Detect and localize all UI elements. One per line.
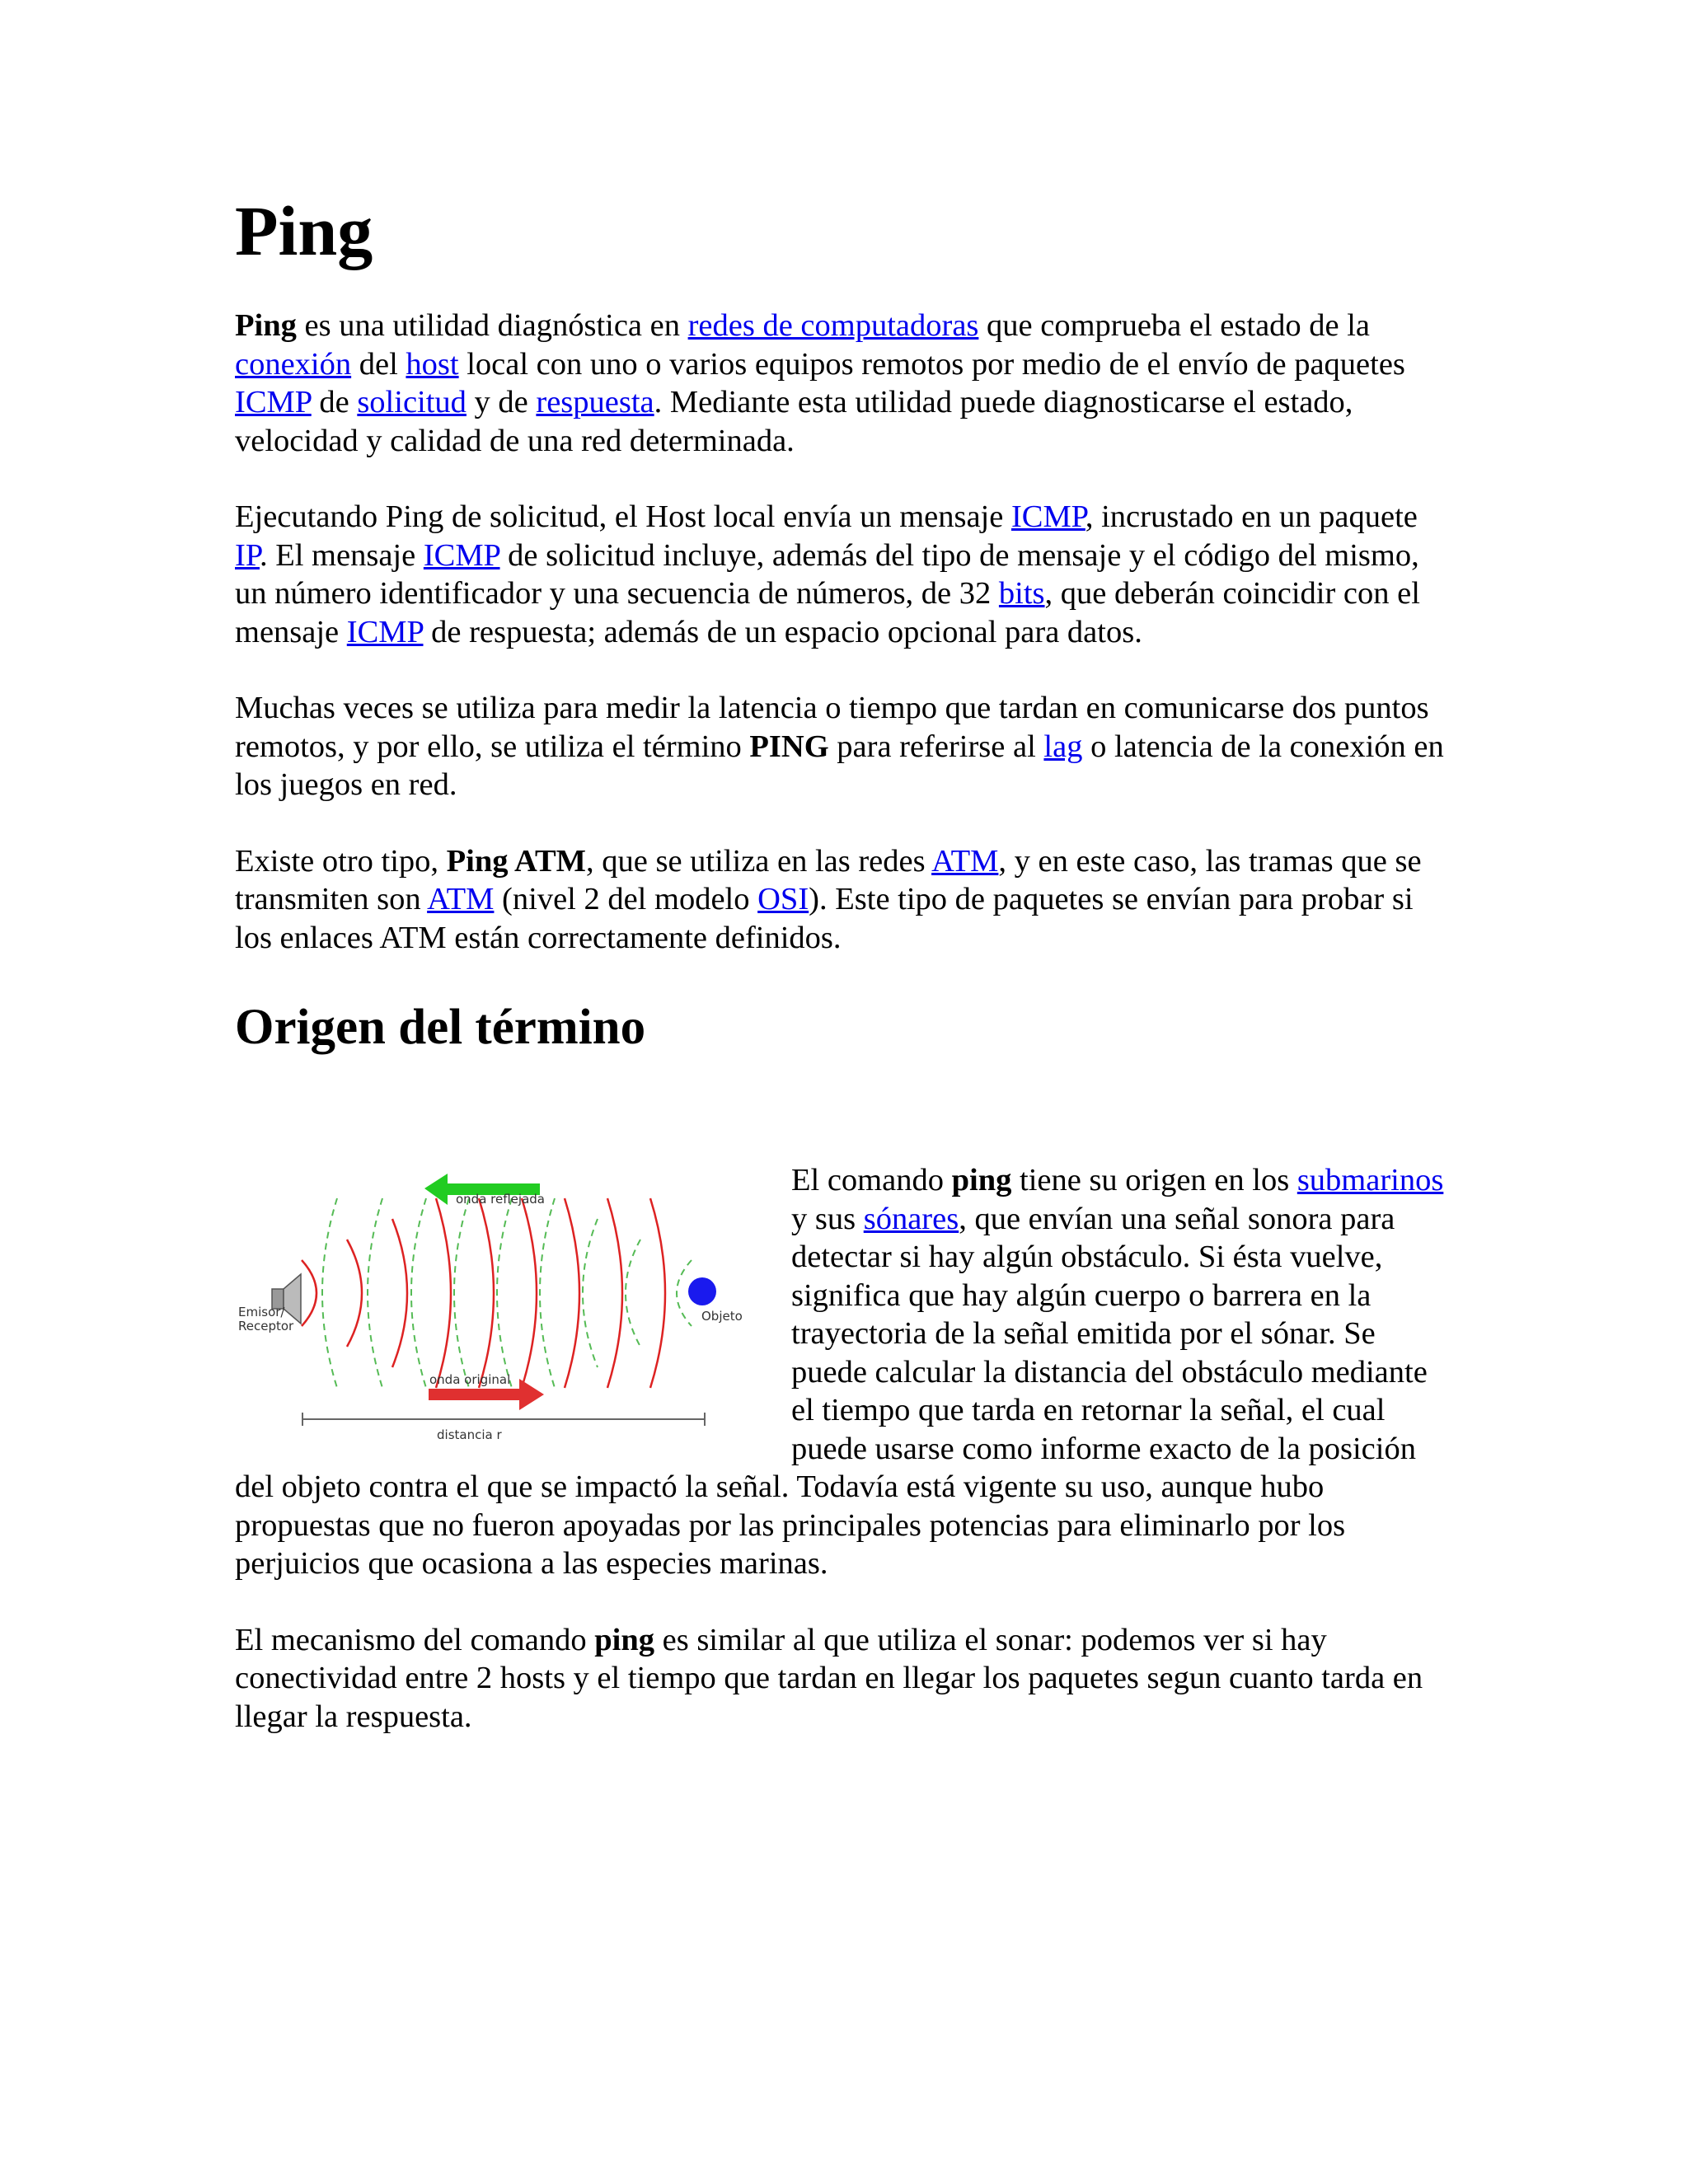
link-lag[interactable]: lag	[1043, 729, 1083, 764]
reflected-wave-arc	[497, 1198, 512, 1388]
outgoing-wave-arc	[607, 1198, 622, 1388]
reflected-wave-arc	[368, 1198, 382, 1388]
bold-term: ping	[951, 1163, 1012, 1197]
outgoing-wave-arc	[522, 1198, 537, 1388]
reflected-wave-arc	[454, 1198, 469, 1388]
outgoing-wave-arc	[347, 1240, 362, 1347]
bold-term: PING	[749, 729, 829, 764]
object-label: Objeto	[701, 1309, 743, 1324]
paragraph-latency: Muchas veces se utiliza para medir la latencia o tiempo que tardan en comunicarse dos puntos remotos, y por ello, se utiliza el término PING para referirse al lag o latencia de la conexión en los juegos en red.	[235, 691, 1444, 802]
link-bits[interactable]: bits	[998, 576, 1045, 611]
link-sonares[interactable]: sónares	[863, 1201, 959, 1236]
link-icmp[interactable]: ICMP	[423, 537, 500, 573]
paragraph-mechanism: El mecanismo del comando ping es similar al que utiliza el sonar: podemos ver si hay conectividad entre 2 hosts y el tiempo que tardan en llegar los paquetes segun cuanto tarda en llegar la respuesta.	[235, 1622, 1423, 1734]
reflected-wave-arc	[583, 1219, 598, 1367]
green-wave-group	[322, 1198, 692, 1388]
outgoing-wave-arc	[436, 1198, 451, 1388]
object-circle	[688, 1277, 716, 1305]
link-icmp[interactable]: ICMP	[235, 385, 312, 419]
sonar-svg	[235, 1165, 762, 1446]
link-icmp[interactable]: ICMP	[346, 614, 424, 649]
distance-line	[302, 1413, 705, 1426]
outgoing-wave-arc	[565, 1198, 579, 1388]
reflected-wave-arc	[322, 1198, 337, 1388]
section-heading: Origen del término	[235, 1000, 646, 1055]
red-wave-group	[302, 1198, 665, 1388]
outgoing-wave-arc	[650, 1198, 665, 1388]
bold-term: Ping	[235, 308, 297, 343]
link-respuesta[interactable]: respuesta	[536, 385, 654, 419]
document-page	[235, 190, 1455, 1774]
link-atm[interactable]: ATM	[931, 843, 999, 879]
link-icmp[interactable]: ICMP	[1010, 499, 1085, 534]
reflected-wave-arc	[626, 1240, 640, 1347]
page-title: Ping	[235, 191, 373, 270]
original-wave-label: onda original	[429, 1372, 511, 1387]
reflected-wave-arc	[540, 1198, 555, 1388]
paragraph-icmp: Ejecutando Ping de solicitud, el Host local envía un mensaje ICMP, incrustado en un paquete IP. El mensaje ICMP de solicitud incluye, además del tipo de mensaje y el código del mismo, un número identificador y una secuencia de números, de 32 bits, que deberán coincidir con el mensaje ICMP de respuesta; además de un espacio opcional para datos.	[235, 499, 1420, 649]
paragraph-origin: El comando ping tiene su origen en los submarinos y sus sónares, que envían una señal sonora para detectar si hay algún obstáculo. Si ésta vuelve, significa que hay algún cuerpo o barrera en la trayectoria de la señal emitida por el sónar. Se puede calcular la distancia del obstáculo mediante el tiempo que tarda en retornar la señal, el cual puede usarse como informe exacto de la posición del objeto contra el que se impactó la señal. Todavía está vigente su uso, aunque hubo propuestas que no fueron apoyadas por las principales potencias para eliminarlo por los perjuicios que ocasiona a las especies marinas.	[235, 1163, 1444, 1581]
distance-label: distancia r	[437, 1427, 502, 1442]
link-conexion[interactable]: conexión	[235, 346, 352, 382]
outgoing-wave-arc	[392, 1219, 407, 1367]
link-solicitud[interactable]: solicitud	[357, 385, 467, 419]
link-atm[interactable]: ATM	[427, 882, 495, 916]
outgoing-wave-arc	[302, 1260, 316, 1326]
emitter-label-line2: Receptor	[238, 1319, 294, 1333]
link-ip[interactable]: IP	[235, 537, 260, 573]
link-osi[interactable]: OSI	[757, 882, 809, 916]
link-redes-de-computadoras[interactable]: redes de computadoras	[687, 308, 979, 343]
link-submarinos[interactable]: submarinos	[1296, 1163, 1444, 1197]
sonar-diagram	[235, 1165, 762, 1446]
bold-term: Ping ATM	[446, 843, 586, 879]
origin-section	[235, 1161, 1455, 1736]
paragraph-atm: Existe otro tipo, Ping ATM, que se utiliza en las redes ATM, y en este caso, las tramas que se transmiten son ATM (nivel 2 del modelo OSI). Este tipo de paquetes se envían para probar si los enlaces ATM están correctamente definidos.	[235, 843, 1422, 955]
reflected-wave-label: onda reflejada	[456, 1192, 545, 1207]
reflected-wave-arc	[411, 1198, 426, 1388]
link-host[interactable]: host	[406, 346, 459, 382]
outgoing-wave-arc	[479, 1198, 494, 1388]
emitter-label-line1: Emisor/	[238, 1305, 285, 1319]
paragraph-intro: Ping es una utilidad diagnóstica en redes de computadoras que comprueba el estado de la conexión del host local con uno o varios equipos remotos por medio de el envío de paquetes ICMP de solicitud y de respuesta. Mediante esta utilidad puede diagnosticarse el estado, velocidad y calidad de una red determinada.	[235, 308, 1405, 458]
bold-term: ping	[594, 1622, 654, 1657]
